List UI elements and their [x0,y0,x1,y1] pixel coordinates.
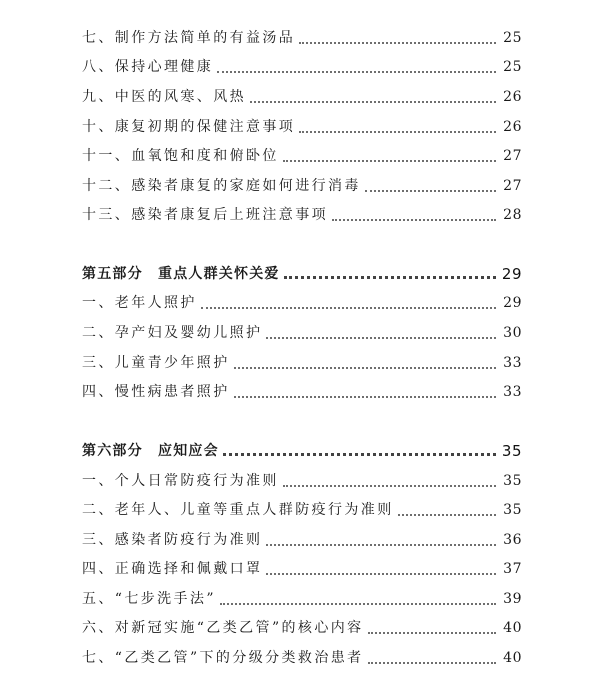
toc-entry-page: 25 [503,59,522,75]
toc-entry[interactable] [82,556,522,578]
toc-entry-page: 27 [503,178,522,194]
toc-entry-label: 七、“乙类乙管”下的分级分类救治患者 [82,650,364,666]
toc-entry-label: 二、孕产妇及婴幼儿照护 [82,325,263,341]
toc-entry-label: 九、中医的风寒、风热 [82,89,246,105]
toc-entry-page: 35 [503,473,522,489]
toc-entry[interactable] [82,497,522,519]
toc-section-heading[interactable] [82,438,522,460]
dot-leader [332,211,496,221]
dot-leader [220,595,496,605]
toc-entry[interactable] [82,84,522,106]
toc-entry-page: 26 [503,119,522,135]
toc-entry[interactable] [82,173,522,195]
toc-entry-page: 25 [503,30,522,46]
section-title: 第六部分 应知应会 [82,443,219,459]
section-title: 第五部分 重点人群关怀关爱 [82,266,280,282]
dot-leader [266,329,496,339]
dot-leader [284,268,496,279]
toc-entry-page: 33 [503,355,522,371]
toc-entry-page: 36 [503,532,522,548]
toc-entry[interactable] [82,202,522,224]
toc-entry[interactable] [82,615,522,637]
toc-entry[interactable] [82,586,522,608]
dot-leader [217,63,496,73]
section-page: 35 [501,442,522,460]
toc-entry-label: 十二、感染者康复的家庭如何进行消毒 [82,178,361,194]
toc-section-heading[interactable] [82,261,522,283]
toc-entry-page: 37 [503,561,522,577]
dot-leader [234,359,496,369]
toc-entry-label: 五、“七步洗手法” [82,591,216,607]
toc-entry[interactable] [82,143,522,165]
toc-entry-page: 27 [503,148,522,164]
dot-leader [266,565,496,575]
toc-entry[interactable] [82,290,522,312]
toc-entry-page: 26 [503,89,522,105]
toc-entry-page: 33 [503,384,522,400]
toc-entry-page: 28 [503,207,522,223]
dot-leader [368,654,496,664]
toc-entry-page: 40 [503,650,522,666]
toc-entry[interactable] [82,645,522,667]
toc-entry-page: 35 [503,502,522,518]
dot-leader [234,388,496,398]
dot-leader [283,477,496,487]
toc-entry-label: 四、慢性病患者照护 [82,384,230,400]
toc-entry-page: 29 [503,295,522,311]
toc-entry-page: 40 [503,620,522,636]
toc-entry-page: 30 [503,325,522,341]
dot-leader [365,182,496,192]
toc-entry-label: 四、正确选择和佩戴口罩 [82,561,263,577]
toc-entry[interactable] [82,379,522,401]
dot-leader [223,445,496,456]
dot-leader [368,624,496,634]
dot-leader [283,152,496,162]
dot-leader [250,93,496,103]
toc-entry-label: 十、康复初期的保健注意事项 [82,119,296,135]
toc-entry-label: 八、保持心理健康 [82,59,214,75]
toc-entry-label: 十三、感染者康复后上班注意事项 [82,207,328,223]
dot-leader [201,299,496,309]
toc-entry[interactable] [82,527,522,549]
toc-entry-label: 三、儿童青少年照护 [82,355,230,371]
toc-entry-label: 一、老年人照护 [82,295,197,311]
toc-entry[interactable] [82,25,522,47]
toc-entry[interactable] [82,350,522,372]
toc-entry-label: 十一、血氧饱和度和俯卧位 [82,148,279,164]
toc-entry-label: 一、个人日常防疫行为准则 [82,473,279,489]
dot-leader [398,506,496,516]
toc-entry-page: 39 [503,591,522,607]
toc-entry[interactable] [82,114,522,136]
section-page: 29 [501,265,522,283]
toc-entry[interactable] [82,468,522,490]
toc-entry-label: 三、感染者防疫行为准则 [82,532,263,548]
toc-entry[interactable] [82,54,522,76]
toc-entry-label: 二、老年人、儿童等重点人群防疫行为准则 [82,502,394,518]
dot-leader [266,536,496,546]
toc-entry[interactable] [82,320,522,342]
toc-entry-label: 七、制作方法简单的有益汤品 [82,30,296,46]
toc-entry-label: 六、对新冠实施“乙类乙管”的核心内容 [82,620,364,636]
dot-leader [299,123,496,133]
dot-leader [299,34,496,44]
